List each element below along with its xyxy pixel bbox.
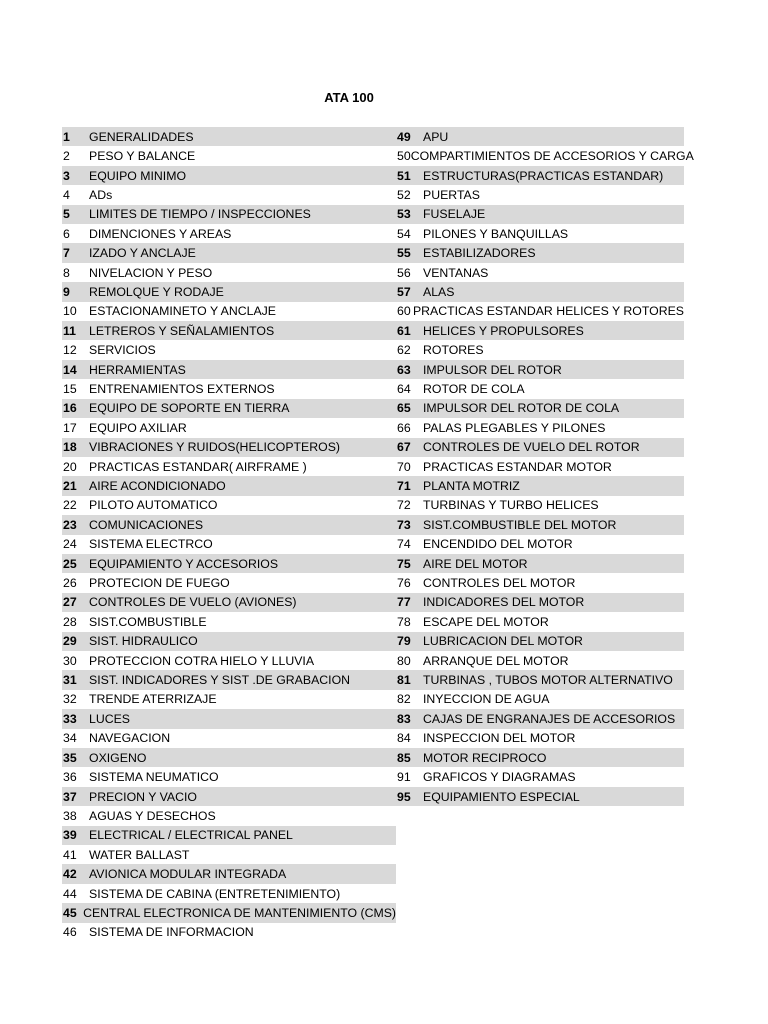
table-row — [62, 593, 396, 612]
table-row — [62, 243, 396, 262]
table-row — [62, 379, 396, 398]
chapter-label: NAVEGACION — [89, 731, 171, 746]
chapter-label: ENTRENAMIENTOS EXTERNOS — [89, 381, 275, 396]
table-row — [396, 709, 684, 728]
chapter-label: MOTOR RECIPROCO — [423, 750, 547, 765]
chapter-number: 74 — [397, 537, 411, 552]
table-row — [62, 670, 396, 689]
chapter-label: LIMITES DE TIEMPO / INSPECCIONES — [89, 207, 311, 222]
table-row — [396, 729, 684, 748]
table-row — [62, 224, 396, 243]
chapter-label: ADs — [89, 187, 113, 202]
table-row — [62, 729, 396, 748]
chapter-number: 51 — [397, 168, 411, 183]
chapter-number: 7 — [63, 246, 70, 261]
chapter-number: 80 — [397, 653, 411, 668]
table-row — [62, 826, 396, 845]
table-row — [62, 690, 396, 709]
table-row — [62, 515, 396, 534]
table-row — [396, 748, 684, 767]
chapter-number: 64 — [397, 381, 411, 396]
chapter-number: 15 — [63, 381, 77, 396]
chapter-label: SISTEMA DE CABINA (ENTRETENIMIENTO) — [89, 886, 341, 901]
chapter-label: ESTABILIZADORES — [423, 246, 536, 261]
table-row — [396, 321, 684, 340]
table-row — [62, 340, 396, 359]
table-row — [62, 535, 396, 554]
chapter-label: CONTROLES DE VUELO DEL ROTOR — [423, 440, 640, 455]
chapter-number: 91 — [397, 770, 411, 785]
chapter-label: PESO Y BALANCE — [89, 149, 196, 164]
chapter-label: PILONES Y BANQUILLAS — [423, 226, 569, 241]
table-row — [62, 709, 396, 728]
chapter-number: 21 — [63, 479, 77, 494]
table-row — [396, 593, 684, 612]
table-row — [396, 185, 684, 204]
chapter-label: SISTEMA NEUMATICO — [89, 770, 219, 785]
chapter-label: INDICADORES DEL MOTOR — [423, 595, 585, 610]
table-row — [396, 243, 684, 262]
chapter-number: 95 — [397, 789, 411, 804]
chapter-number: 53 — [397, 207, 411, 222]
chapter-label: EQUIPO MINIMO — [89, 168, 187, 183]
chapter-number: 8 — [63, 265, 70, 280]
chapter-number: 1 — [63, 129, 70, 144]
chapter-number: 46 — [63, 925, 77, 940]
chapter-number: 4 — [63, 187, 70, 202]
chapter-label: CAJAS DE ENGRANAJES DE ACCESORIOS — [423, 711, 676, 726]
chapter-number: 44 — [63, 886, 77, 901]
chapter-number: 22 — [63, 498, 77, 513]
chapter-number: 33 — [63, 711, 77, 726]
chapter-number: 9 — [63, 284, 70, 299]
chapter-label: SIST. HIDRAULICO — [89, 634, 198, 649]
chapter-number: 55 — [397, 246, 411, 261]
chapter-label: ELECTRICAL / ELECTRICAL PANEL — [89, 828, 293, 843]
chapter-number: 62 — [397, 343, 411, 358]
table-row — [396, 515, 684, 534]
chapter-label: SERVICIOS — [89, 343, 156, 358]
chapter-number: 63 — [397, 362, 411, 377]
chapter-label: IZADO Y ANCLAJE — [89, 246, 196, 261]
chapter-label: SISTEMA DE INFORMACION — [89, 925, 254, 940]
chapter-number: 56 — [397, 265, 411, 280]
chapter-number: 29 — [63, 634, 77, 649]
table-row — [396, 302, 684, 321]
table-row — [396, 476, 684, 495]
chapter-number: 81 — [397, 673, 411, 688]
table-row — [396, 263, 684, 282]
table-row — [62, 573, 396, 592]
table-row — [396, 224, 684, 243]
chapter-number: 75 — [397, 556, 411, 571]
chapter-label: CONTROLES DE VUELO (AVIONES) — [89, 595, 297, 610]
chapter-number: 82 — [397, 692, 411, 707]
chapter-label: APU — [423, 129, 449, 144]
page-title: ATA 100 — [324, 90, 374, 105]
table-row — [62, 321, 396, 340]
chapter-label: EQUIPO DE SOPORTE EN TIERRA — [89, 401, 290, 416]
chapter-number: 28 — [63, 614, 77, 629]
chapter-label: SISTEMA ELECTRCO — [89, 537, 213, 552]
chapter-label: ALAS — [423, 284, 455, 299]
chapter-number: 84 — [397, 731, 411, 746]
table-row — [396, 146, 694, 165]
chapter-number: 6 — [63, 226, 70, 241]
chapter-number: 73 — [397, 517, 411, 532]
chapter-number: 11 — [63, 323, 76, 338]
chapter-label: IMPULSOR DEL ROTOR DE COLA — [423, 401, 620, 416]
chapter-label: PROTECION DE FUEGO — [89, 576, 230, 591]
chapter-number: 65 — [397, 401, 411, 416]
chapter-label: PRACTICAS ESTANDAR MOTOR — [423, 459, 612, 474]
chapter-number: 67 — [397, 440, 411, 455]
chapter-label: EQUIPAMIENTO Y ACCESORIOS — [89, 556, 279, 571]
chapter-number: 34 — [63, 731, 77, 746]
chapter-number: 85 — [397, 750, 411, 765]
table-row — [396, 166, 684, 185]
chapter-label: EQUIPO AXILIAR — [89, 420, 187, 435]
chapter-number: 31 — [63, 673, 77, 688]
chapter-number: 32 — [63, 692, 77, 707]
table-row — [62, 438, 396, 457]
chapter-label: ESCAPE DEL MOTOR — [423, 614, 549, 629]
table-row — [62, 302, 396, 321]
chapter-number: 26 — [63, 576, 77, 591]
table-row — [62, 146, 396, 165]
table-row — [62, 806, 396, 825]
chapter-number: 17 — [63, 420, 77, 435]
table-row — [62, 496, 396, 515]
chapter-label: PILOTO AUTOMATICO — [89, 498, 218, 513]
chapter-label: CONTROLES DEL MOTOR — [423, 576, 576, 591]
chapter-label: AIRE ACONDICIONADO — [89, 479, 226, 494]
chapter-number: 71 — [397, 479, 411, 494]
chapter-number: 60 — [397, 304, 411, 319]
chapter-number: 35 — [63, 750, 77, 765]
table-row — [396, 767, 684, 786]
chapter-number: 27 — [63, 595, 77, 610]
table-row — [396, 418, 684, 437]
chapter-label: DIMENCIONES Y AREAS — [89, 226, 232, 241]
chapter-number: 12 — [63, 343, 77, 358]
table-row — [396, 573, 684, 592]
chapter-label: WATER BALLAST — [89, 847, 190, 862]
chapter-list-right — [396, 127, 694, 806]
chapter-label: PALAS PLEGABLES Y PILONES — [423, 420, 606, 435]
chapter-label: ESTACIONAMINETO Y ANCLAJE — [89, 304, 277, 319]
chapter-label: ROTORES — [423, 343, 484, 358]
chapter-number: 49 — [397, 129, 411, 144]
chapter-label: IMPULSOR DEL ROTOR — [423, 362, 562, 377]
table-row — [62, 767, 396, 786]
chapter-number: 25 — [63, 556, 77, 571]
chapter-number: 37 — [63, 789, 77, 804]
chapter-number: 3 — [63, 168, 70, 183]
chapter-label: TURBINAS Y TURBO HELICES — [423, 498, 599, 513]
table-row — [396, 670, 684, 689]
table-row — [396, 205, 684, 224]
table-row — [396, 787, 684, 806]
chapter-label: LUBRICACION DEL MOTOR — [423, 634, 583, 649]
chapter-number: 42 — [63, 867, 77, 882]
chapter-label: ARRANQUE DEL MOTOR — [423, 653, 569, 668]
chapter-number: 78 — [397, 614, 411, 629]
chapter-label: EQUIPAMIENTO ESPECIAL — [423, 789, 580, 804]
chapter-label: HERRAMIENTAS — [89, 362, 186, 377]
chapter-number: 39 — [63, 828, 77, 843]
chapter-label: SIST.COMBUSTIBLE DEL MOTOR — [423, 517, 617, 532]
table-row — [62, 418, 396, 437]
table-row — [396, 651, 684, 670]
table-row — [62, 185, 396, 204]
chapter-label: ESTRUCTURAS(PRACTICAS ESTANDAR) — [423, 168, 664, 183]
chapter-number: 77 — [397, 595, 411, 610]
table-row — [62, 282, 396, 301]
table-row — [62, 166, 396, 185]
chapter-label: SIST. INDICADORES Y SIST .DE GRABACION — [89, 673, 351, 688]
chapter-label: PRACTICAS ESTANDAR( AIRFRAME ) — [89, 459, 307, 474]
chapter-number: 83 — [397, 711, 411, 726]
table-row — [62, 263, 396, 282]
table-row — [62, 632, 396, 651]
table-row — [62, 651, 396, 670]
table-row — [62, 864, 396, 883]
chapter-label: HELICES Y PROPULSORES — [423, 323, 584, 338]
table-row — [396, 612, 684, 631]
chapter-number: 45 — [63, 905, 77, 920]
chapter-label: LETREROS Y SEÑALAMIENTOS — [89, 323, 275, 338]
chapter-label: AGUAS Y DESECHOS — [89, 808, 216, 823]
chapter-number: 72 — [397, 498, 411, 513]
table-row — [396, 282, 684, 301]
chapter-number: 23 — [63, 517, 77, 532]
table-row — [62, 476, 396, 495]
chapter-number: 50 — [397, 149, 411, 164]
table-row — [62, 127, 396, 146]
chapter-number: 30 — [63, 653, 77, 668]
table-row — [396, 340, 684, 359]
chapter-number: 38 — [63, 808, 77, 823]
table-row — [396, 535, 684, 554]
table-row — [62, 748, 396, 767]
table-row — [62, 923, 396, 942]
table-row — [62, 205, 396, 224]
chapter-label: VENTANAS — [423, 265, 489, 280]
chapter-label: GENERALIDADES — [89, 129, 194, 144]
table-row — [396, 496, 684, 515]
chapter-label: OXIGENO — [89, 750, 147, 765]
table-row — [396, 690, 684, 709]
table-row — [62, 360, 396, 379]
table-row — [396, 632, 684, 651]
chapter-label: PRACTICAS ESTANDAR HELICES Y ROTORES — [412, 304, 684, 319]
table-row — [62, 612, 396, 631]
chapter-number: 54 — [397, 226, 411, 241]
table-row — [396, 457, 684, 476]
table-row — [396, 379, 684, 398]
chapter-label: PROTECCION COTRA HIELO Y LLUVIA — [89, 653, 315, 668]
chapter-label: REMOLQUE Y RODAJE — [89, 284, 224, 299]
chapter-label: PUERTAS — [423, 187, 480, 202]
chapter-label: AVIONICA MODULAR INTEGRADA — [89, 867, 287, 882]
chapter-label: FUSELAJE — [423, 207, 486, 222]
chapter-number: 10 — [63, 304, 77, 319]
chapter-label: VIBRACIONES Y RUIDOS(HELICOPTEROS) — [89, 440, 340, 455]
table-row — [62, 845, 396, 864]
chapter-label: ENCENDIDO DEL MOTOR — [423, 537, 573, 552]
chapter-number: 36 — [63, 770, 77, 785]
chapter-number: 14 — [63, 362, 77, 377]
chapter-label: GRAFICOS Y DIAGRAMAS — [423, 770, 576, 785]
table-row — [62, 554, 396, 573]
table-row — [62, 399, 396, 418]
chapter-number: 2 — [63, 149, 70, 164]
chapter-label: COMUNICACIONES — [89, 517, 204, 532]
table-row — [396, 127, 684, 146]
chapter-number: 20 — [63, 459, 77, 474]
chapter-label: PRECION Y VACIO — [89, 789, 197, 804]
chapter-label: AIRE DEL MOTOR — [423, 556, 528, 571]
chapter-number: 66 — [397, 420, 411, 435]
chapter-label: SIST.COMBUSTIBLE — [89, 614, 207, 629]
chapter-label: INYECCION DE AGUA — [423, 692, 550, 707]
table-row — [62, 787, 396, 806]
chapter-number: 57 — [397, 284, 411, 299]
chapter-label: ROTOR DE COLA — [423, 381, 525, 396]
table-row — [62, 457, 396, 476]
table-row — [62, 903, 396, 922]
table-row — [396, 554, 684, 573]
chapter-label: INSPECCION DEL MOTOR — [423, 731, 576, 746]
chapter-number: 24 — [63, 537, 77, 552]
table-row — [62, 884, 396, 903]
chapter-label: CENTRAL ELECTRONICA DE MANTENIMIENTO (CMS) — [83, 905, 396, 920]
table-row — [396, 360, 684, 379]
chapter-label: NIVELACION Y PESO — [89, 265, 213, 280]
chapter-number: 52 — [397, 187, 411, 202]
chapter-list-left — [62, 127, 396, 942]
chapter-number: 16 — [63, 401, 77, 416]
table-row — [396, 438, 684, 457]
chapter-number: 5 — [63, 207, 70, 222]
chapter-label: LUCES — [89, 711, 131, 726]
chapter-number: 70 — [397, 459, 411, 474]
chapter-number: 76 — [397, 576, 411, 591]
chapter-label: TRENDE ATERRIZAJE — [89, 692, 217, 707]
chapter-number: 18 — [63, 440, 77, 455]
chapter-label: PLANTA MOTRIZ — [423, 479, 520, 494]
chapter-label: TURBINAS , TUBOS MOTOR ALTERNATIVO — [423, 673, 673, 688]
chapter-label: COMPARTIMIENTOS DE ACCESORIOS Y CARGA — [410, 149, 694, 164]
chapter-number: 79 — [397, 634, 411, 649]
chapter-number: 61 — [397, 323, 411, 338]
table-row — [396, 399, 684, 418]
chapter-number: 41 — [63, 847, 77, 862]
